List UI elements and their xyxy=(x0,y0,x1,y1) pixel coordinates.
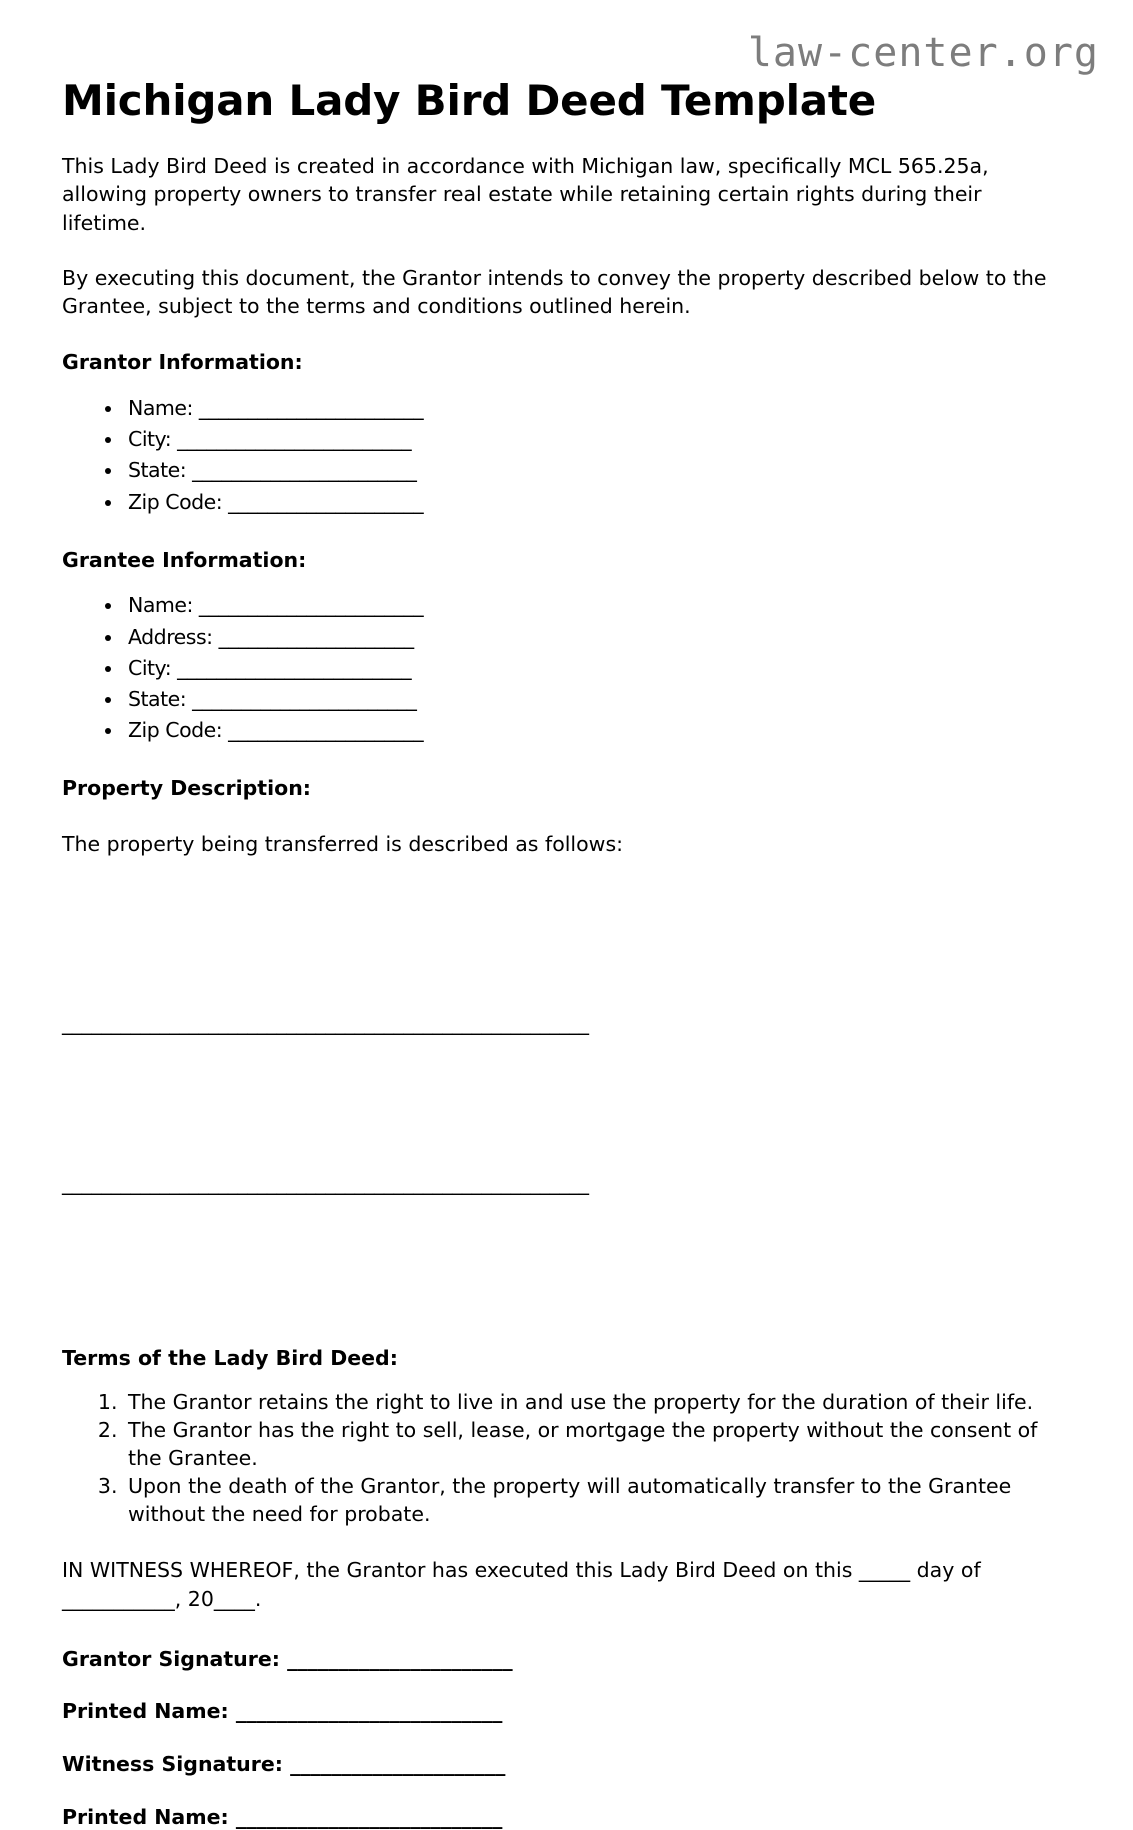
grantor-zip-field[interactable]: Zip Code: ____________________ xyxy=(128,489,424,514)
intro-paragraph-1: This Lady Bird Deed is created in accordance with Michigan law, specifically MCL 565.25a, allowing property owners to transfer real estate while retaining certain rights during their lifetime. xyxy=(62,154,989,235)
list-item xyxy=(124,393,1071,424)
list-item: 3. Upon the death of the Grantor, the property will automatically transfer to the Grantee without the need for probate. xyxy=(124,1473,1071,1529)
grantee-field-list xyxy=(62,573,1071,746)
terms-list xyxy=(62,1372,1071,1528)
grantee-name-field[interactable]: Name: _______________________ xyxy=(128,593,424,618)
list-item xyxy=(124,455,1071,486)
property-blank-line-2[interactable]: ______________________________________________________ xyxy=(62,1170,589,1195)
list-item xyxy=(124,487,1071,518)
grantor-printed-name-row[interactable]: Printed Name: __________________________ xyxy=(62,1699,503,1724)
property-blank-line-1[interactable]: ______________________________________________________ xyxy=(62,1010,589,1035)
list-item xyxy=(124,684,1071,715)
witness-signature-row[interactable]: Witness Signature: _____________________ xyxy=(62,1752,506,1777)
witness-printed-name-row[interactable]: Printed Name: __________________________ xyxy=(62,1804,503,1829)
grantor-state-field[interactable]: State: _______________________ xyxy=(128,458,417,483)
grantee-zip-field[interactable]: Zip Code: ____________________ xyxy=(128,717,424,742)
list-item xyxy=(124,424,1071,455)
property-description-intro: The property being transferred is described as follows: xyxy=(62,831,624,856)
grantor-signature-row[interactable]: Grantor Signature: ______________________ xyxy=(62,1646,513,1671)
intro-paragraph-2: By executing this document, the Grantor intends to convey the property described below to the Grantee, subject to the terms and conditions outlined herein. xyxy=(62,265,1047,319)
list-item: 1. The Grantor retains the right to live in and use the property for the duration of their life. xyxy=(124,1389,1071,1417)
grantor-information-heading: Grantor Information: xyxy=(62,350,303,375)
grantee-city-field[interactable]: City: ________________________ xyxy=(128,655,412,680)
grantor-name-field[interactable]: Name: _______________________ xyxy=(128,396,424,421)
list-item xyxy=(124,653,1071,684)
list-item xyxy=(124,590,1071,621)
grantee-address-field[interactable]: Address: ____________________ xyxy=(128,624,414,649)
page-title: Michigan Lady Bird Deed Template xyxy=(62,76,877,125)
grantor-field-list xyxy=(62,376,1071,518)
property-description-blanks xyxy=(62,858,1071,1316)
list-item xyxy=(124,622,1071,653)
witness-clause[interactable]: IN WITNESS WHEREOF, the Grantor has executed this Lady Bird Deed on this _____ day of ___________, 20____. xyxy=(62,1558,981,1612)
grantee-information-heading: Grantee Information: xyxy=(62,547,307,572)
list-item: 2. The Grantor has the right to sell, lease, or mortgage the property without the consent of the Grantee. xyxy=(124,1417,1071,1473)
signature-block xyxy=(62,1614,1071,1830)
site-watermark: law-center.org xyxy=(747,30,1099,76)
list-item xyxy=(124,715,1071,746)
property-description-heading: Property Description: xyxy=(62,776,311,801)
grantee-state-field[interactable]: State: _______________________ xyxy=(128,686,417,711)
terms-heading: Terms of the Lady Bird Deed: xyxy=(62,1346,398,1371)
grantor-city-field[interactable]: City: ________________________ xyxy=(128,427,412,452)
